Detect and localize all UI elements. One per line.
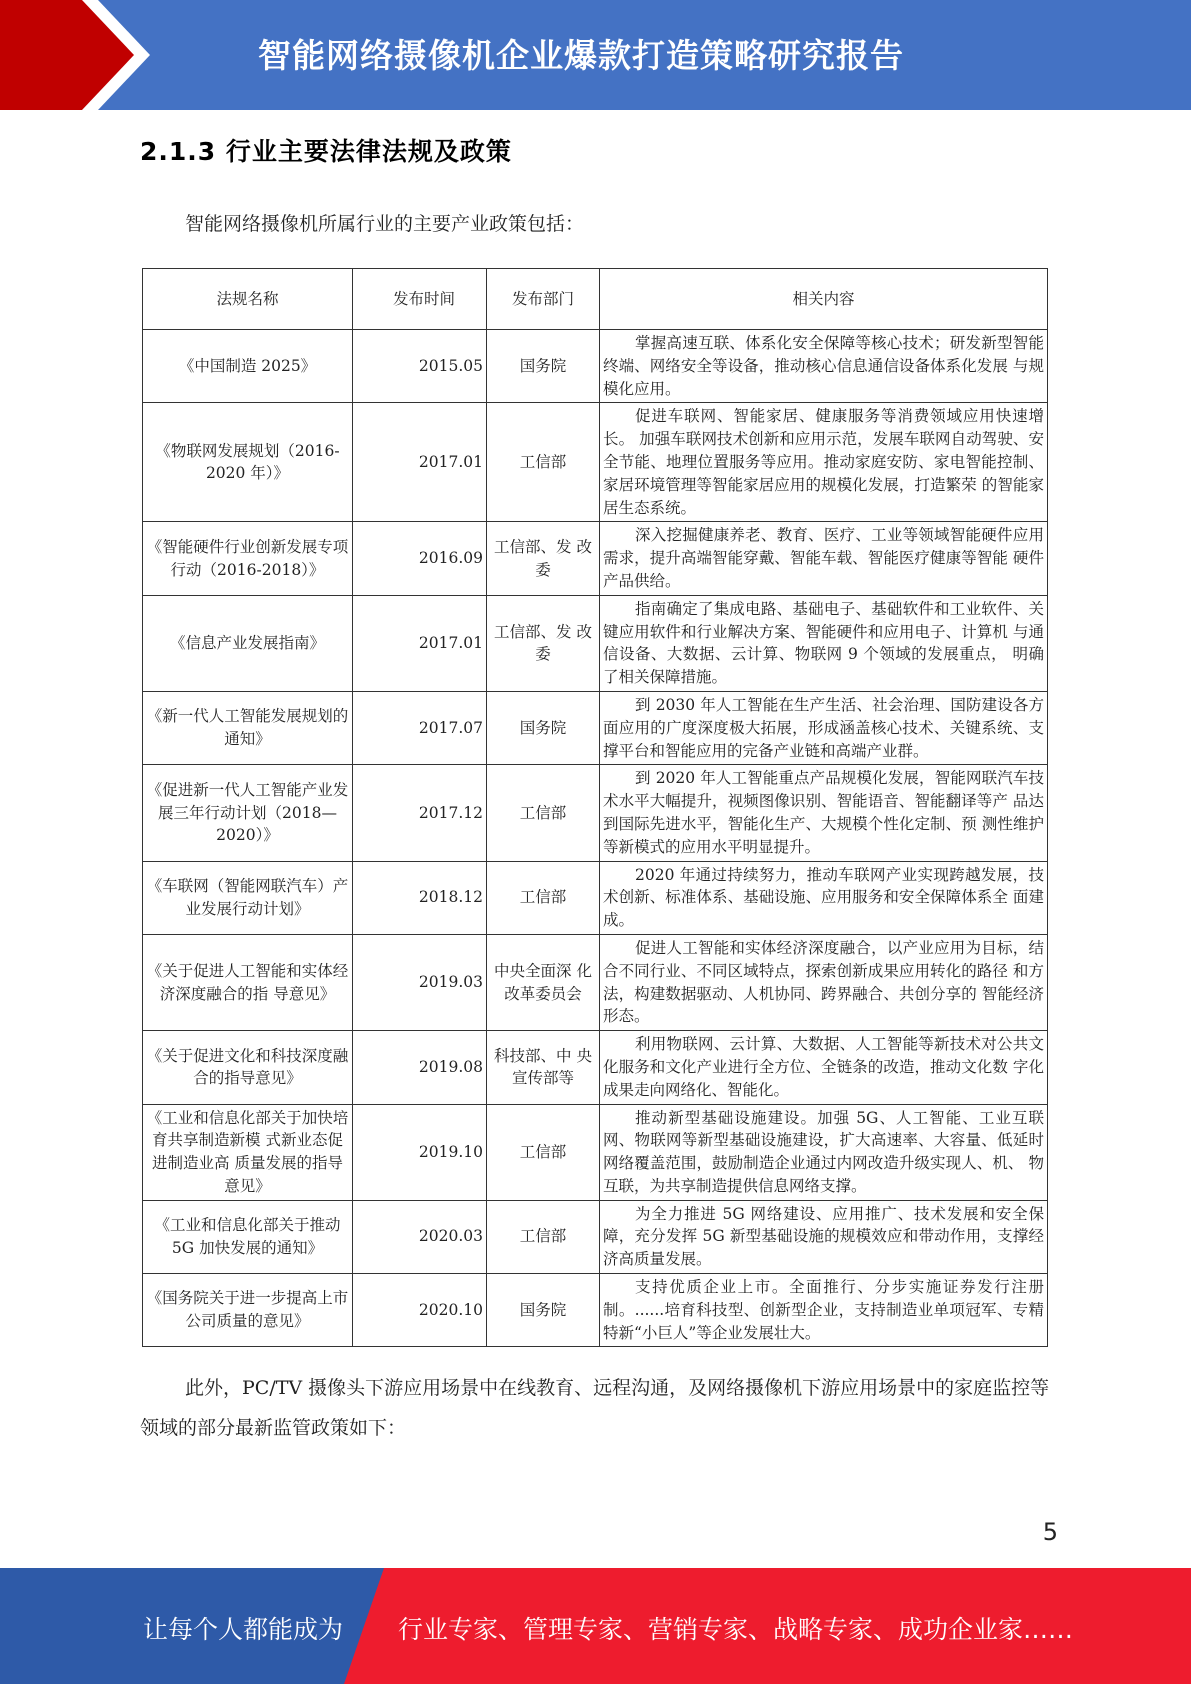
cell-content: 到 2030 年人工智能在生产生活、社会治理、国防建设各方面应用的广度深度极大拓展，形成涵盖核心技术、关键系统、支撑平台和智能应用的完备产业链和高端产业群。 xyxy=(600,691,1048,764)
table-row xyxy=(143,691,1048,764)
cell-date: 2015.05 xyxy=(353,330,487,403)
intro-paragraph: 智能网络摄像机所属行业的主要产业政策包括： xyxy=(185,213,585,235)
page-number: 5 xyxy=(1042,1518,1058,1546)
cell-name: 《工业和信息化部关于推动 5G 加快发展的通知》 xyxy=(143,1200,353,1273)
cell-content: 利用物联网、云计算、大数据、人工智能等新技术对公共文化服务和文化产业进行全方位、全链条的改造，推动文化数 字化成果走向网络化、智能化。 xyxy=(600,1031,1048,1104)
table-row xyxy=(143,765,1048,861)
cell-content: 指南确定了集成电路、基础电子、基础软件和工业软件、关键应用软件和行业解决方案、智能硬件和应用电子、计算机 与通信设备、大数据、云计算、物联网 9 个领域的发展重点， 明确了相关保障措施。 xyxy=(600,595,1048,691)
cell-name: 《中国制造 2025》 xyxy=(143,330,353,403)
cell-content: 2020 年通过持续努力，推动车联网产业实现跨越发展，技术创新、标准体系、基础设施、应用服务和安全保障体系全 面建成。 xyxy=(600,861,1048,934)
cell-dept: 工信部 xyxy=(487,403,600,522)
table-row xyxy=(143,1200,1048,1273)
cell-name: 《关于促进文化和科技深度融合的指导意见》 xyxy=(143,1031,353,1104)
table-row xyxy=(143,934,1048,1030)
table-row xyxy=(143,1104,1048,1200)
table-row xyxy=(143,1031,1048,1104)
column-header-date: 发布时间 xyxy=(353,269,487,330)
cell-date: 2019.08 xyxy=(353,1031,487,1104)
table-row xyxy=(143,595,1048,691)
cell-dept: 国务院 xyxy=(487,1274,600,1347)
table-row xyxy=(143,1274,1048,1347)
cell-name: 《智能硬件行业创新发展专项行动（2016-2018）》 xyxy=(143,522,353,595)
cell-dept: 工信部 xyxy=(487,765,600,861)
column-header-content: 相关内容 xyxy=(600,269,1048,330)
cell-content: 深入挖掘健康养老、教育、医疗、工业等领域智能硬件应用需求，提升高端智能穿戴、智能车载、智能医疗健康等智能 硬件产品供给。 xyxy=(600,522,1048,595)
cell-content: 掌握高速互联、体系化安全保障等核心技术；研发新型智能终端、网络安全等设备，推动核心信息通信设备体系化发展 与规模化应用。 xyxy=(600,330,1048,403)
cell-dept: 科技部、中 央宣传部等 xyxy=(487,1031,600,1104)
cell-dept: 工信部 xyxy=(487,1104,600,1200)
report-title: 智能网络摄像机企业爆款打造策略研究报告 xyxy=(258,36,904,75)
cell-dept: 国务院 xyxy=(487,330,600,403)
section-heading: 2.1.3 行业主要法律法规及政策 xyxy=(140,137,512,166)
cell-date: 2019.03 xyxy=(353,934,487,1030)
table-row xyxy=(143,330,1048,403)
cell-content: 推动新型基础设施建设。加强 5G、人工智能、工业互联网、物联网等新型基础设施建设，扩大高速率、大容量、低延时 网络覆盖范围，鼓励制造企业通过内网改造升级实现人、机、 物互联，为共享制造提供信息网络支撑。 xyxy=(600,1104,1048,1200)
cell-name: 《车联网（智能网联汽车）产业发展行动计划》 xyxy=(143,861,353,934)
table-row xyxy=(143,403,1048,522)
cell-content: 促进人工智能和实体经济深度融合，以产业应用为目标，结合不同行业、不同区域特点，探索创新成果应用转化的路径 和方法，构建数据驱动、人机协同、跨界融合、共创分享的 智能经济形态。 xyxy=(600,934,1048,1030)
cell-date: 2018.12 xyxy=(353,861,487,934)
cell-dept: 国务院 xyxy=(487,691,600,764)
outro-paragraph: 此外，PC/TV 摄像头下游应用场景中在线教育、远程沟通，及网络摄像机下游应用场景中的家庭监控等领域的部分最新监管政策如下： xyxy=(140,1377,1050,1439)
cell-date: 2020.10 xyxy=(353,1274,487,1347)
table-row xyxy=(143,522,1048,595)
cell-date: 2016.09 xyxy=(353,522,487,595)
cell-date: 2017.01 xyxy=(353,595,487,691)
cell-content: 到 2020 年人工智能重点产品规模化发展，智能网联汽车技术水平大幅提升，视频图像识别、智能语音、智能翻译等产 品达到国际先进水平，智能化生产、大规模个性化定制、预 测性维护等新模式的应用水平明显提升。 xyxy=(600,765,1048,861)
cell-name: 《工业和信息化部关于加快培育共享制造新模 式新业态促进制造业高 质量发展的指导意见》 xyxy=(143,1104,353,1200)
cell-dept: 工信部、发 改委 xyxy=(487,522,600,595)
footer-slogan-left: 让每个人都能成为 xyxy=(143,1615,344,1644)
cell-name: 《物联网发展规划（2016-2020 年）》 xyxy=(143,403,353,522)
cell-date: 2019.10 xyxy=(353,1104,487,1200)
cell-dept: 工信部、发 改委 xyxy=(487,595,600,691)
cell-name: 《信息产业发展指南》 xyxy=(143,595,353,691)
cell-dept: 工信部 xyxy=(487,861,600,934)
header-banner xyxy=(0,0,1191,110)
cell-name: 《促进新一代人工智能产业发展三年行动计划（2018—2020）》 xyxy=(143,765,353,861)
cell-content: 促进车联网、智能家居、健康服务等消费领域应用快速增长。 加强车联网技术创新和应用示范，发展车联网自动驾驶、安 全节能、地理位置服务等应用。推动家庭安防、家电智能控制、家居环境管理等智能家居应用的规模化发展，打造繁荣 的智能家居生态系统。 xyxy=(600,403,1048,522)
policy-table xyxy=(142,268,1048,1347)
cell-content: 为全力推进 5G 网络建设、应用推广、技术发展和安全保障，充分发挥 5G 新型基础设施的规模效应和带动作用，支撑经 济高质量发展。 xyxy=(600,1200,1048,1273)
cell-date: 2017.01 xyxy=(353,403,487,522)
cell-date: 2020.03 xyxy=(353,1200,487,1273)
cell-dept: 中央全面深 化改革委员会 xyxy=(487,934,600,1030)
cell-name: 《国务院关于进一步提高上市公司质量的意见》 xyxy=(143,1274,353,1347)
column-header-name: 法规名称 xyxy=(143,269,353,330)
footer-banner xyxy=(0,1568,1191,1684)
cell-name: 《新一代人工智能发展规划的通知》 xyxy=(143,691,353,764)
footer-slogan-right: 行业专家、管理专家、营销专家、战略专家、成功企业家…… xyxy=(398,1615,1074,1644)
column-header-dept: 发布部门 xyxy=(487,269,600,330)
cell-date: 2017.12 xyxy=(353,765,487,861)
cell-name: 《关于促进人工智能和实体经济深度融合的指 导意见》 xyxy=(143,934,353,1030)
cell-dept: 工信部 xyxy=(487,1200,600,1273)
cell-content: 支持优质企业上市。全面推行、分步实施证券发行注册制。......培育科技型、创新型企业，支持制造业单项冠军、专精特新“小巨人”等企业发展壮大。 xyxy=(600,1274,1048,1347)
table-row xyxy=(143,861,1048,934)
chevron-decoration-icon xyxy=(0,0,160,110)
table-header-row xyxy=(143,269,1048,330)
cell-date: 2017.07 xyxy=(353,691,487,764)
